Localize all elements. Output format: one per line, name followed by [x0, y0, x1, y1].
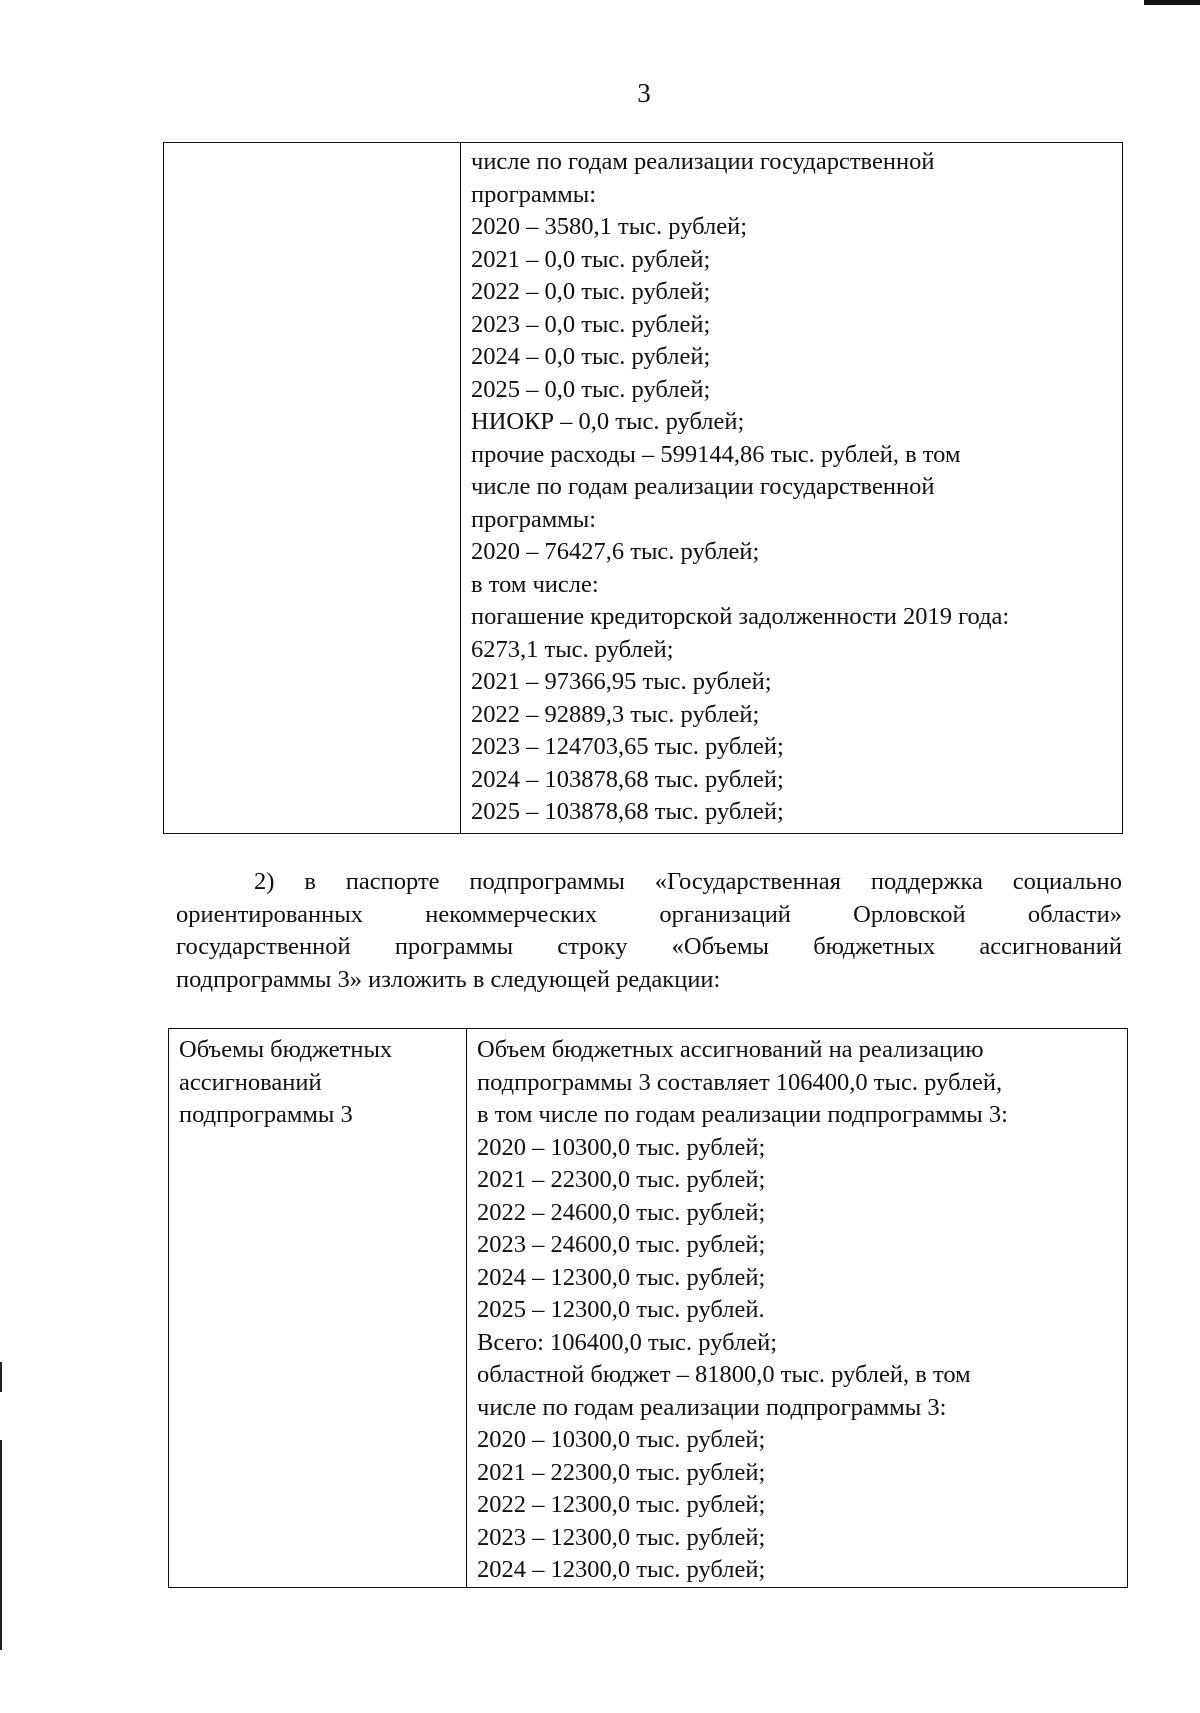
text-line: 2021 – 97366,95 тыс. рублей;	[471, 668, 772, 695]
text-line: подпрограммы 3	[179, 1101, 353, 1128]
text-line: подпрограммы 3» изложить в следующей редакции:	[176, 965, 721, 993]
text-line: числе по годам реализации государственной	[471, 148, 935, 175]
text-line: Всего: 106400,0 тыс. рублей;	[477, 1328, 778, 1356]
amendment-paragraph	[176, 866, 1122, 996]
text-line: 2022 – 0,0 тыс. рублей;	[471, 278, 711, 305]
text-line: областной бюджет – 81800,0 тыс. рублей, в том	[477, 1361, 971, 1388]
text-line: в том числе по годам реализации подпрограммы 3:	[477, 1101, 1008, 1128]
text-line: 2024 – 103878,68 тыс. рублей;	[471, 765, 784, 793]
text-line: 2020 – 10300,0 тыс. рублей;	[477, 1133, 766, 1161]
text-line: 2025 – 103878,68 тыс. рублей;	[471, 798, 784, 825]
text-line: 2025 – 0,0 тыс. рублей;	[471, 375, 711, 403]
text-line: 2022 – 12300,0 тыс. рублей;	[477, 1491, 766, 1518]
text-line: программы:	[471, 505, 597, 533]
scan-corner-mark	[1144, 0, 1200, 5]
text-line: 2020 – 3580,1 тыс. рублей;	[471, 213, 748, 240]
scan-margin-mark	[0, 1362, 2, 1392]
text-line: 2021 – 22300,0 тыс. рублей;	[477, 1458, 766, 1486]
subprogram-budget-table	[168, 1028, 1128, 1588]
table-left-cell	[164, 143, 461, 833]
text-line: 2021 – 22300,0 тыс. рублей;	[477, 1166, 766, 1193]
page-number: 3	[637, 78, 651, 108]
text-line: 2023 – 24600,0 тыс. рублей;	[477, 1231, 766, 1258]
budget-table-continuation	[163, 142, 1123, 834]
table-right-cell	[461, 143, 1122, 833]
text-line: 2020 – 10300,0 тыс. рублей;	[477, 1426, 766, 1453]
text-line: числе по годам реализации подпрограммы 3:	[477, 1393, 947, 1421]
text-line: 2020 – 76427,6 тыс. рублей;	[471, 538, 760, 565]
scan-margin-mark	[0, 1440, 2, 1650]
text-line: 2024 – 12300,0 тыс. рублей;	[477, 1556, 766, 1583]
text-line: подпрограммы 3 составляет 106400,0 тыс. рублей,	[477, 1068, 1003, 1096]
table-left-cell	[169, 1029, 467, 1587]
text-line: НИОКР – 0,0 тыс. рублей;	[471, 408, 745, 435]
text-line: 6273,1 тыс. рублей;	[471, 635, 674, 663]
text-line: 2023 – 124703,65 тыс. рублей;	[471, 733, 784, 760]
text-line: ориентированных некоммерческих организаций Орловской области»	[176, 900, 1122, 928]
text-line: государственной программы строку «Объемы бюджетных ассигнований	[176, 933, 1122, 960]
text-line: Объем бюджетных ассигнований на реализацию	[477, 1036, 984, 1063]
text-line: 2024 – 12300,0 тыс. рублей;	[477, 1263, 766, 1291]
text-line: 2022 – 24600,0 тыс. рублей;	[477, 1198, 766, 1226]
text-line: в том числе:	[471, 570, 599, 598]
text-line: программы:	[471, 180, 597, 208]
text-line: Объемы бюджетных	[179, 1036, 393, 1063]
text-line: ассигнований	[179, 1068, 322, 1096]
text-line: погашение кредиторской задолженности 2019 года:	[471, 603, 1010, 630]
text-line: 2023 – 0,0 тыс. рублей;	[471, 310, 711, 338]
text-line: 2021 – 0,0 тыс. рублей;	[471, 245, 711, 273]
text-line: прочие расходы – 599144,86 тыс. рублей, в том	[471, 440, 961, 468]
text-line: 2) в паспорте подпрограммы «Государственная поддержка социально	[254, 868, 1122, 895]
text-line: числе по годам реализации государственной	[471, 473, 935, 500]
text-line: 2022 – 92889,3 тыс. рублей;	[471, 700, 760, 728]
text-line: 2023 – 12300,0 тыс. рублей;	[477, 1523, 766, 1551]
text-line: 2025 – 12300,0 тыс. рублей.	[477, 1296, 765, 1323]
text-line: 2024 – 0,0 тыс. рублей;	[471, 343, 711, 370]
table-right-cell	[467, 1029, 1127, 1587]
